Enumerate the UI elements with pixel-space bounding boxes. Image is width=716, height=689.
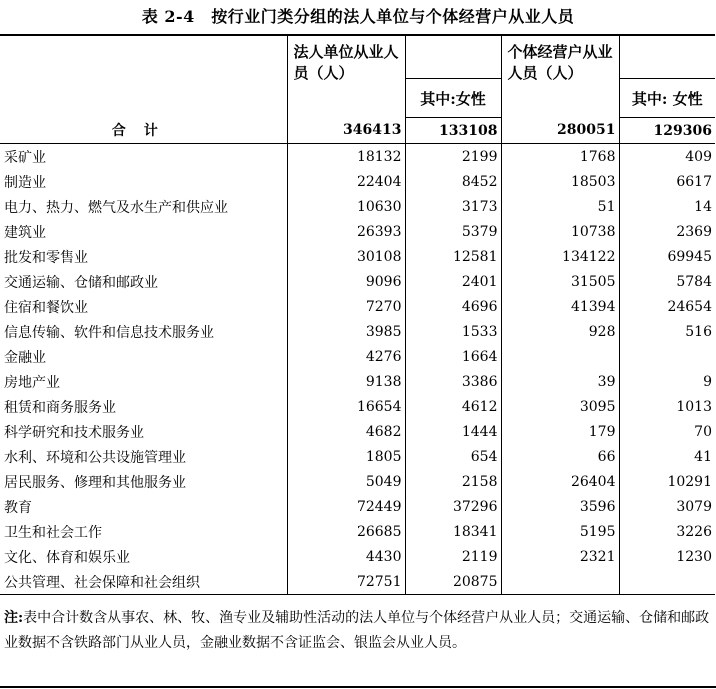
header-corp-female: 其中:女性 [405, 79, 501, 118]
corp-employees-cell: 7270 [287, 294, 405, 319]
corp-female-cell: 20875 [405, 569, 501, 595]
indiv-employees-cell: 3596 [501, 494, 619, 519]
table-row [0, 494, 715, 519]
table-row [0, 419, 715, 444]
corp-female-cell: 1664 [405, 344, 501, 369]
corp-employees-cell: 9096 [287, 269, 405, 294]
total-row [0, 118, 715, 144]
industry-name-cell: 制造业 [4, 174, 46, 191]
indiv-employees-cell: 3095 [501, 394, 619, 419]
indiv-female-cell: 5784 [619, 269, 715, 294]
indiv-employees-cell: 5195 [501, 519, 619, 544]
total-label: 合计 [0, 118, 287, 144]
table-title: 表 2-4 按行业门类分组的法人单位与个体经营户从业人员 [141, 7, 575, 26]
table-row [0, 344, 715, 369]
indiv-female-cell: 14 [619, 194, 715, 219]
corp-employees-cell: 9138 [287, 369, 405, 394]
corp-employees-cell: 72751 [287, 569, 405, 595]
indiv-employees-cell: 928 [501, 319, 619, 344]
industry-name-cell: 卫生和社会工作 [4, 524, 102, 541]
industry-name-cell: 住宿和餐饮业 [4, 299, 88, 316]
corp-female-cell: 12581 [405, 244, 501, 269]
corp-female-cell: 4696 [405, 294, 501, 319]
total-corp-female: 133108 [405, 118, 501, 144]
table-row [0, 569, 715, 595]
industry-name-cell: 批发和零售业 [4, 249, 88, 266]
indiv-employees-cell: 26404 [501, 469, 619, 494]
header-corner [0, 35, 287, 118]
table-row [0, 219, 715, 244]
industry-name-cell: 交通运输、仓储和邮政业 [4, 274, 158, 291]
indiv-female-cell: 69945 [619, 244, 715, 269]
corp-employees-cell: 4682 [287, 419, 405, 444]
indiv-female-cell: 1230 [619, 544, 715, 569]
industry-name-cell: 居民服务、修理和其他服务业 [4, 474, 186, 491]
footnote [0, 606, 714, 656]
corp-female-cell: 654 [405, 444, 501, 469]
corp-employees-cell: 4276 [287, 344, 405, 369]
table-row [0, 169, 715, 194]
table-row [0, 269, 715, 294]
industry-name-cell: 租赁和商务服务业 [4, 399, 116, 416]
indiv-employees-cell: 134122 [501, 244, 619, 269]
corp-female-cell: 1444 [405, 419, 501, 444]
employment-table [0, 34, 715, 595]
table-row [0, 369, 715, 394]
corp-employees-cell: 4430 [287, 544, 405, 569]
indiv-employees-cell: 10738 [501, 219, 619, 244]
corp-female-cell: 2158 [405, 469, 501, 494]
table-row [0, 444, 715, 469]
corp-female-cell: 37296 [405, 494, 501, 519]
indiv-female-cell: 9 [619, 369, 715, 394]
indiv-employees-cell: 66 [501, 444, 619, 469]
industry-name-cell: 水利、环境和公共设施管理业 [4, 449, 186, 466]
header-indiv-female: 其中: 女性 [619, 79, 715, 118]
corp-female-cell: 4612 [405, 394, 501, 419]
corp-employees-cell: 72449 [287, 494, 405, 519]
indiv-employees-cell: 41394 [501, 294, 619, 319]
indiv-employees-cell [501, 569, 619, 595]
indiv-female-cell: 2369 [619, 219, 715, 244]
industry-name-cell: 建筑业 [4, 224, 46, 241]
corp-female-cell: 2119 [405, 544, 501, 569]
industry-name-cell: 教育 [4, 499, 32, 516]
corp-employees-cell: 3985 [287, 319, 405, 344]
header-corp-employees: 法人单位从业人员（人） [287, 35, 405, 118]
industry-name-cell: 科学研究和技术服务业 [4, 424, 144, 441]
indiv-employees-cell: 39 [501, 369, 619, 394]
industry-name-cell: 采矿业 [4, 149, 46, 166]
industry-name-cell: 公共管理、社会保障和社会组织 [0, 569, 287, 595]
indiv-employees-cell: 51 [501, 194, 619, 219]
table-row [0, 244, 715, 269]
total-indiv: 280051 [501, 118, 619, 144]
corp-employees-cell: 10630 [287, 194, 405, 219]
corp-female-cell: 8452 [405, 169, 501, 194]
industry-name-cell: 电力、热力、燃气及水生产和供应业 [4, 199, 228, 216]
header-indiv-employees: 个体经营户从业人员（人） [501, 35, 619, 118]
table-row [0, 144, 715, 170]
corp-female-cell: 18341 [405, 519, 501, 544]
bottom-rule [0, 686, 716, 688]
table-row [0, 394, 715, 419]
corp-employees-cell: 5049 [287, 469, 405, 494]
industry-name-cell: 信息传输、软件和信息技术服务业 [4, 324, 214, 341]
indiv-female-cell: 3079 [619, 494, 715, 519]
indiv-employees-cell: 31505 [501, 269, 619, 294]
footnote-label: 注: [4, 610, 24, 626]
corp-employees-cell: 16654 [287, 394, 405, 419]
corp-employees-cell: 30108 [287, 244, 405, 269]
indiv-female-cell: 3226 [619, 519, 715, 544]
industry-name-cell: 金融业 [4, 349, 46, 366]
corp-employees-cell: 26685 [287, 519, 405, 544]
table-row [0, 194, 715, 219]
corp-employees-cell: 18132 [287, 144, 405, 170]
corp-female-cell: 3173 [405, 194, 501, 219]
table-body [0, 118, 715, 595]
indiv-employees-cell [501, 344, 619, 369]
footnote-text: 表中合计数含从事农、林、牧、渔专业及辅助性活动的法人单位与个体经营户从业人员；交通运输、仓储和邮政业数据不含铁路部门从业人员，金融业数据不含证监会、银监会从业人员。 [4, 610, 710, 651]
indiv-female-cell: 1013 [619, 394, 715, 419]
total-corp: 346413 [287, 118, 405, 144]
total-indiv-female: 129306 [619, 118, 715, 144]
corp-employees-cell: 26393 [287, 219, 405, 244]
indiv-female-cell: 41 [619, 444, 715, 469]
indiv-employees-cell: 179 [501, 419, 619, 444]
header-indiv-spacer [619, 35, 715, 79]
indiv-female-cell: 409 [619, 144, 715, 170]
corp-female-cell: 2199 [405, 144, 501, 170]
corp-female-cell: 3386 [405, 369, 501, 394]
indiv-employees-cell: 1768 [501, 144, 619, 170]
header-corp-spacer [405, 35, 501, 79]
corp-employees-cell: 22404 [287, 169, 405, 194]
table-row [0, 294, 715, 319]
indiv-employees-cell: 18503 [501, 169, 619, 194]
indiv-female-cell: 516 [619, 319, 715, 344]
indiv-female-cell: 6617 [619, 169, 715, 194]
indiv-female-cell: 24654 [619, 294, 715, 319]
table-row [0, 519, 715, 544]
industry-name-cell: 房地产业 [4, 374, 60, 391]
industry-name-cell: 文化、体育和娱乐业 [4, 549, 130, 566]
table-row [0, 544, 715, 569]
table-header [0, 35, 715, 118]
corp-female-cell: 2401 [405, 269, 501, 294]
table-row [0, 469, 715, 494]
indiv-employees-cell: 2321 [501, 544, 619, 569]
corp-female-cell: 5379 [405, 219, 501, 244]
corp-female-cell: 1533 [405, 319, 501, 344]
indiv-female-cell: 70 [619, 419, 715, 444]
indiv-female-cell: 10291 [619, 469, 715, 494]
corp-employees-cell: 1805 [287, 444, 405, 469]
table-row [0, 319, 715, 344]
indiv-female-cell [619, 569, 715, 595]
indiv-female-cell [619, 344, 715, 369]
